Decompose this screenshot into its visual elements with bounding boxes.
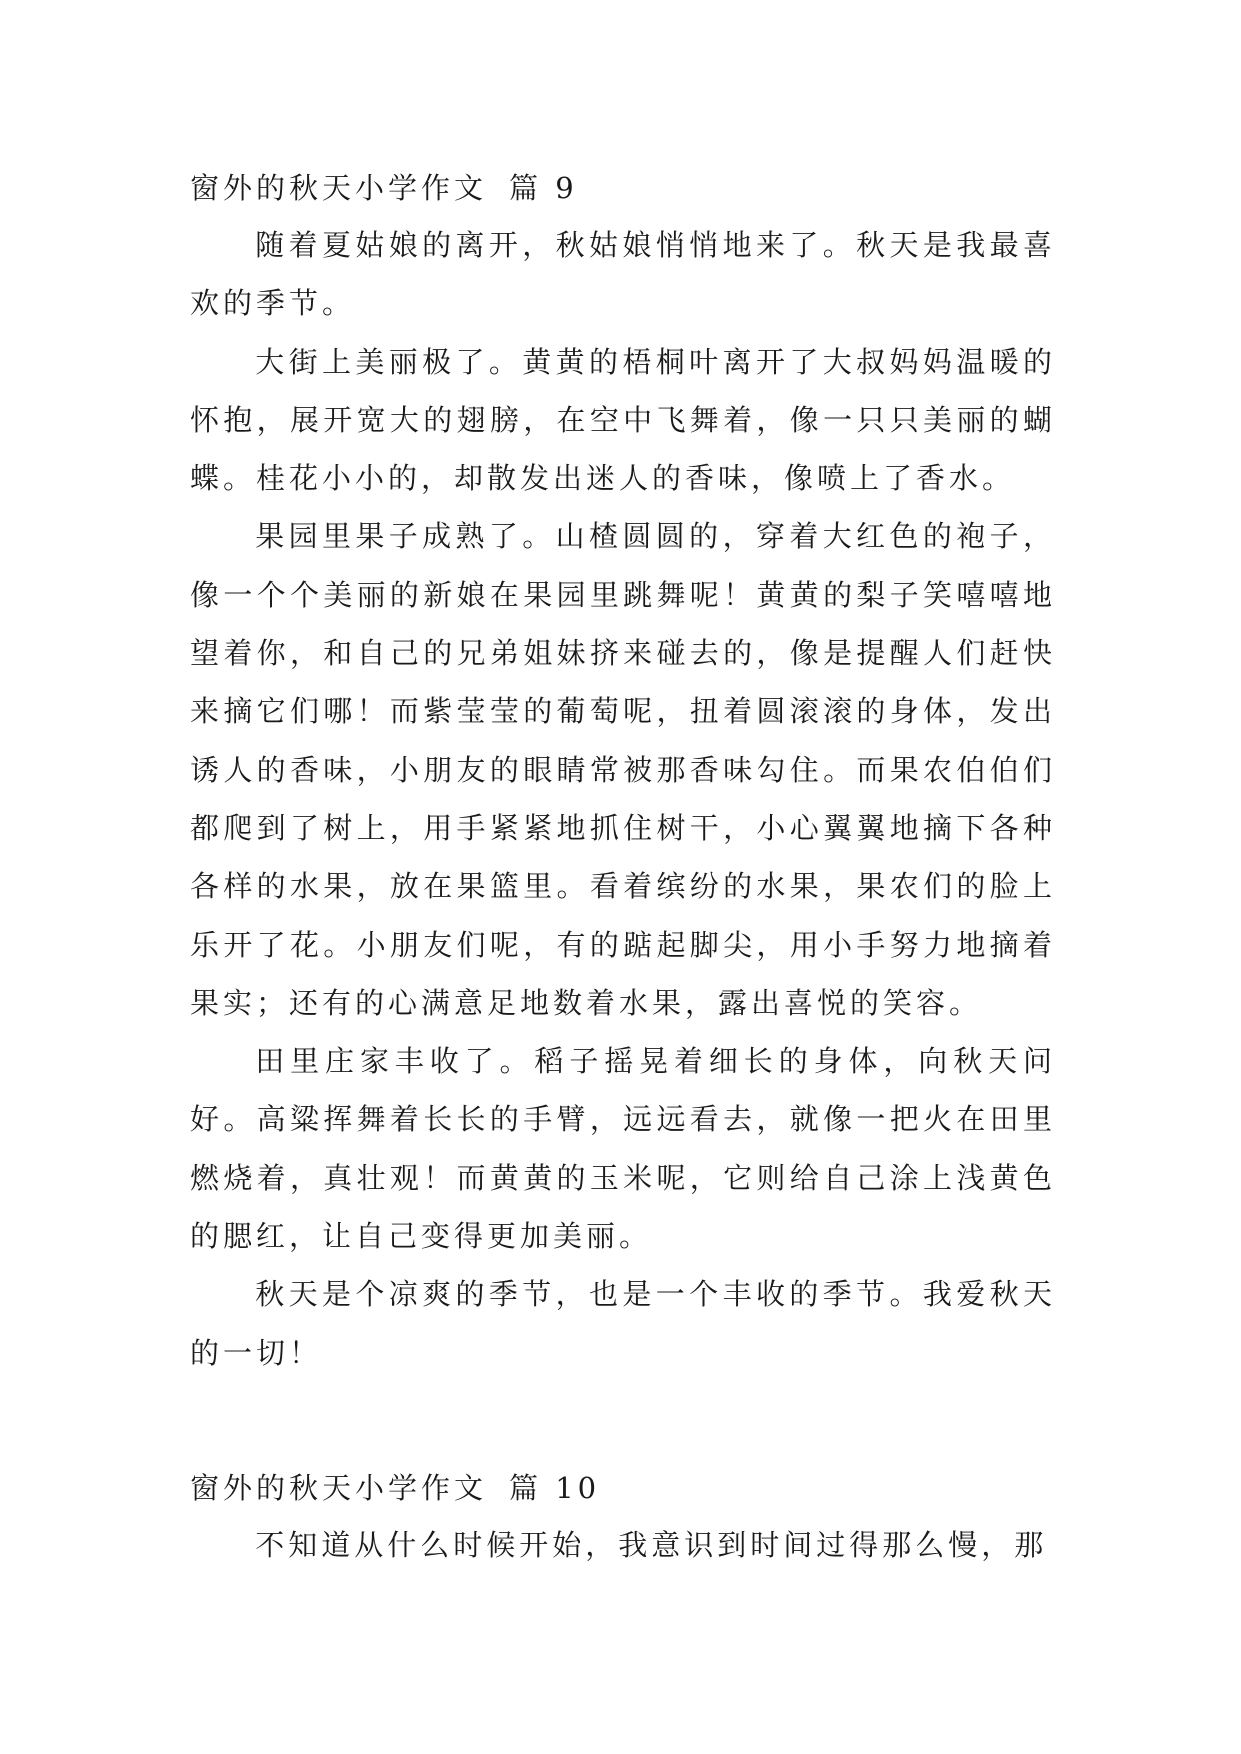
document-body <box>190 160 1056 1574</box>
paragraph: 秋天是个凉爽的季节，也是一个丰收的季节。我爱秋天的一切！ <box>190 1277 1056 1370</box>
section-heading <box>190 160 1056 216</box>
paragraph: 田里庄家丰收了。稻子摇晃着细长的身体，向秋天问好。高粱挥舞着长长的手臂，远远看去，就像一把火在田里燃烧着，真壮观！而黄黄的玉米呢，它则给自己涂上浅黄色的腮红，让自己变得更加美丽。 <box>190 1044 1056 1254</box>
paragraph: 大街上美丽极了。黄黄的梧桐叶离开了大叔妈妈温暖的怀抱，展开宽大的翅膀，在空中飞舞着，像一只只美丽的蝴蝶。桂花小小的，却散发出迷人的香味，像喷上了香水。 <box>190 344 1056 496</box>
paragraph: 不知道从什么时候开始，我意识到时间过得那么慢，那 <box>255 1527 1048 1562</box>
section-title: 窗外的秋天小学作文 <box>190 171 488 205</box>
section-heading <box>190 1460 1056 1516</box>
paragraph: 果园里果子成熟了。山楂圆圆的，穿着大红色的袍子，像一个个美丽的新娘在果园里跳舞呢！黄黄的梨子笑嘻嘻地望着你，和自己的兄弟姐妹挤来碰去的，像是提醒人们赶快来摘它们哪！而紫莹莹的葡萄呢，扭着圆滚滚的身体，发出诱人的香味，小朋友的眼睛常被那香味勾住。而果农伯伯们都爬到了树上，用手紧紧地抓住树干，小心翼翼地摘下各种各样的水果，放在果篮里。看着缤纷的水果，果农们的脸上乐开了花。小朋友们呢，有的踮起脚尖，用小手努力地摘着果实；还有的心满意足地数着水果，露出喜悦的笑容。 <box>190 519 1056 1020</box>
section-label: 篇 9 <box>509 171 578 205</box>
paragraph: 随着夏姑娘的离开，秋姑娘悄悄地来了。秋天是我最喜欢的季节。 <box>190 228 1056 321</box>
section-title: 窗外的秋天小学作文 <box>190 1470 488 1505</box>
section-spacer <box>190 1382 1056 1460</box>
section-label: 篇 10 <box>509 1470 601 1505</box>
